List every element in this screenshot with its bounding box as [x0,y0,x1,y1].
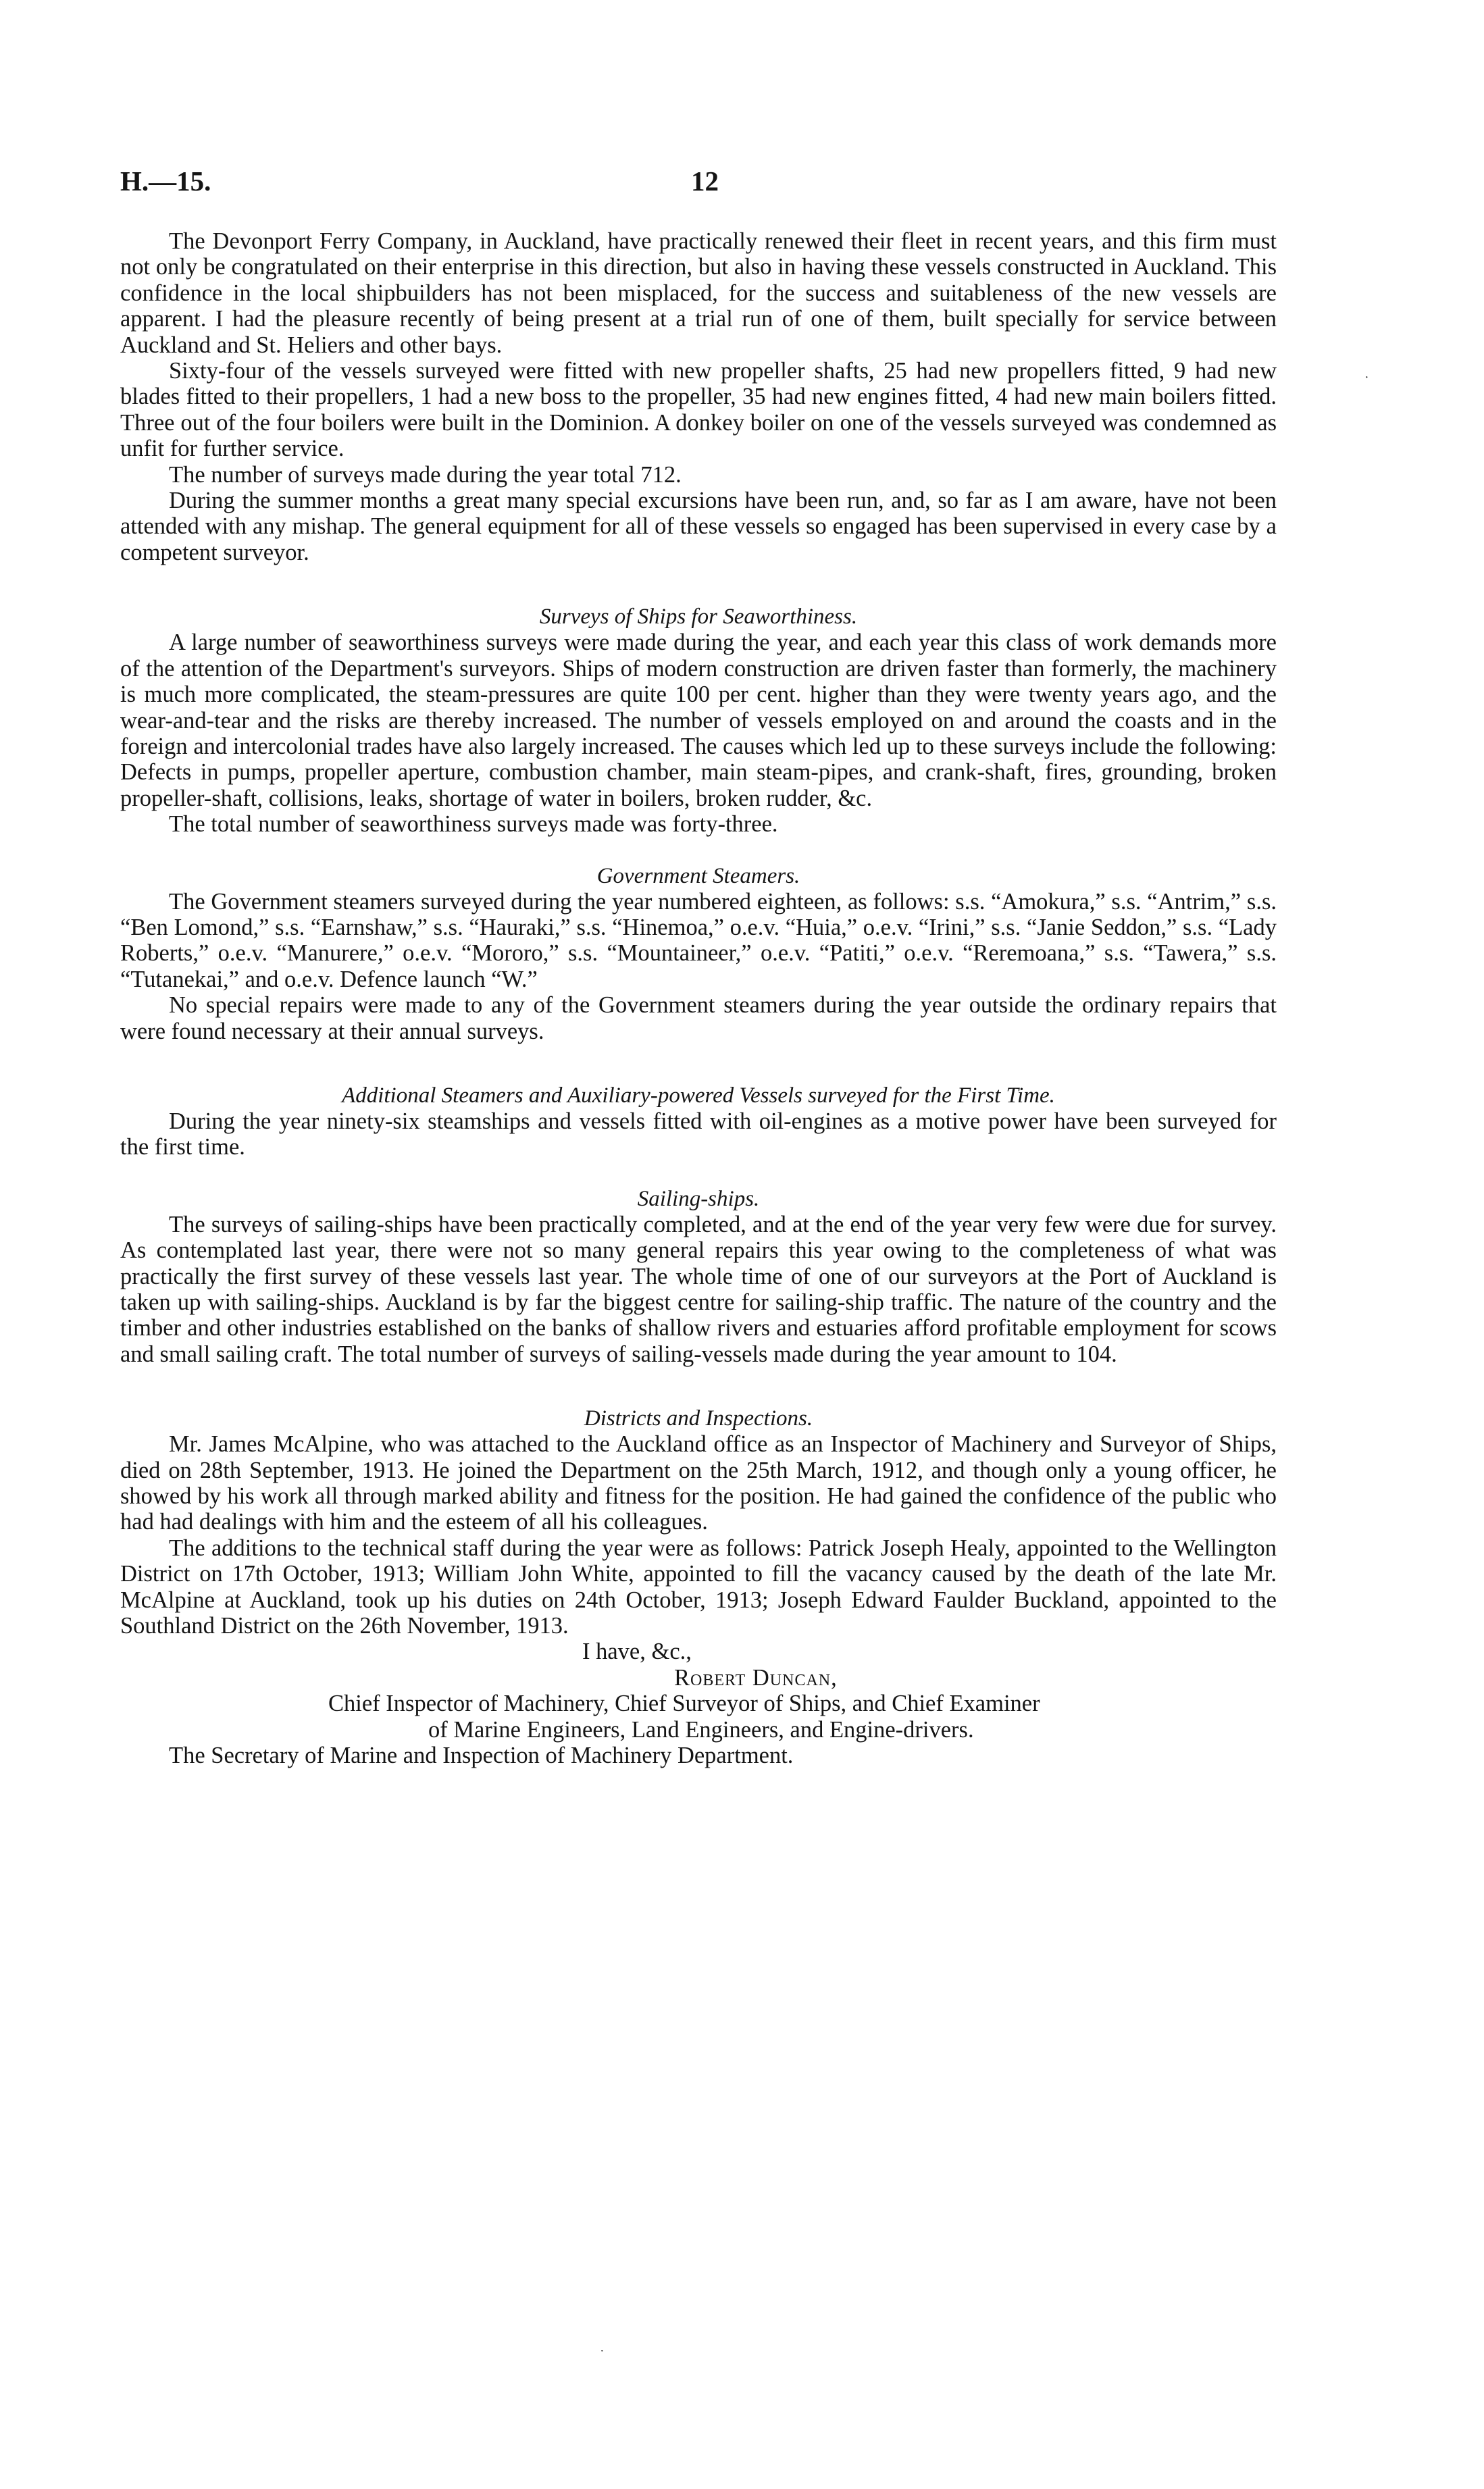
signatory-title-continued: of Marine Engineers, Land Engineers, and Engine-drivers. [428,1716,974,1743]
paragraph: The Devonport Ferry Company, in Auckland, have practically renewed their fleet in recent years, and this firm must not only be congratulated on their enterprise in this direction, but also in having these vessels constructed in Auckland. This confidence in the local shipbuilders has not been misplaced, for the success and suitableness of the new vessels are apparent. I had the pleasure recently of being present at a trial run of one of them, built specially for service between Auckland and St. Heliers and other bays. [120,228,1277,358]
section-heading: Surveys of Ships for Seaworthiness. [539,605,858,630]
signatory-title: Chief Inspector of Machinery, Chief Surveyor of Ships, and Chief Examiner [328,1691,1040,1717]
paragraph: The Government steamers surveyed during the year numbered eighteen, as follows: s.s. “Amokura,” s.s. “Antrim,” s.s. “Ben Lomond,” s.s. “Earnshaw,” s.s. “Hauraki,” s.s. “Hinemoa,” o.e.v. “Huia,” o.e.v. “Irini,” s.s. “Janie Seddon,” s.s. “Lady Roberts,” o.e.v. “Manurere,” o.e.v. “Mororo,” s.s. “Mountaineer,” o.e.v. “Patiti,” o.e.v. “Reremoana,” s.s. “Tawera,” s.s. “Tutanekai,” and o.e.v. Defence launch “W.” [120,888,1277,992]
paragraph: The total number of seaworthiness surveys made was forty-three. [169,811,778,838]
document-body [120,228,1277,1768]
closing-line: I have, &c., [582,1639,692,1665]
addressee: The Secretary of Marine and Inspection of Machinery Department. [169,1743,794,1769]
paragraph: During the summer months a great many special excursions have been run, and, so far as I am aware, have not been attended with any mishap. The general equipment for all of these vessels so engaged has been supervised in every case by a competent surveyor. [120,488,1277,565]
section-heading: Districts and Inspections. [584,1406,813,1431]
paragraph: Sixty-four of the vessels surveyed were fitted with new propeller shafts, 25 had new propellers fitted, 9 had new blades fitted to their propellers, 1 had a new boss to the propeller, 35 had new engines fitted, 4 had new main boilers fitted. Three out of the four boilers were built in the Dominion. A donkey boiler on one of the vessels surveyed was condemned as unfit for further service. [120,358,1277,462]
paragraph: Mr. James McAlpine, who was attached to the Auckland office as an Inspector of Machinery and Surveyor of Ships, died on 28th September, 1913. He joined the Department on the 25th March, 1912, and though only a young officer, he showed by his work all through marked ability and fitness for the position. He had gained the confidence of the public who had had dealings with him and the esteem of all his colleagues. [120,1431,1277,1535]
paragraph: A large number of seaworthiness surveys were made during the year, and each year this class of work demands more of the attention of the Department's surveyors. Ships of modern construction are driven faster than formerly, the machinery is much more complicated, the steam-pressures are quite 100 per cent. higher than they were twenty years ago, and the wear-and-tear and the risks are thereby increased. The number of vessels employed on and around the coasts and in the foreign and intercolonial trades have also largely increased. The causes which led up to these surveys include the following: Defects in pumps, propeller aperture, combustion chamber, main steam-pipes, and crank-shaft, fires, grounding, broken propeller-shaft, collisions, leaks, shortage of water in boilers, broken rudder, &c. [120,630,1277,811]
paragraph: The additions to the technical staff during the year were as follows: Patrick Joseph Healy, appointed to the Wellington District on 17th October, 1913; William John White, appointed to fill the vacancy caused by the death of the late Mr. McAlpine at Auckland, took up his duties on 24th October, 1913; Joseph Edward Faulder Buckland, appointed to the Southland District on the 26th November, 1913. [120,1535,1277,1639]
paragraph: During the year ninety-six steamships and vessels fitted with oil-engines as a motive power have been surveyed for the first time. [120,1108,1277,1160]
section-heading: Additional Steamers and Auxiliary-powered Vessels surveyed for the First Time. [342,1083,1055,1108]
page-header [120,165,1281,205]
document-reference: H.—15. [120,165,211,197]
section-heading: Government Steamers. [596,863,800,888]
page-number: 12 [691,165,719,197]
signature-block [120,1639,1277,1768]
signatory-name: Robert Duncan, [674,1664,838,1691]
margin-speck: · [600,2344,605,2359]
section-heading: Sailing-ships. [637,1186,760,1211]
paragraph: No special repairs were made to any of the Government steamers during the year outside the ordinary repairs that were found necessary at their annual surveys. [120,992,1277,1044]
paragraph: The surveys of sailing-ships have been practically completed, and at the end of the year very few were due for survey. As contemplated last year, there were not so many general repairs this year owing to the completeness of what was practically the first survey of these vessels last year. The whole time of one of our surveyors at the Port of Auckland is taken up with sailing-ships. Auckland is by far the biggest centre for sailing-ship traffic. The nature of the country and the timber and other industries established on the banks of shallow rivers and estuaries afford profitable employment for scows and small sailing craft. The total number of surveys of sailing-vessels made during the year amount to 104. [120,1211,1277,1367]
margin-speck: · [1364,370,1369,385]
paragraph: The number of surveys made during the year total 712. [169,461,682,488]
